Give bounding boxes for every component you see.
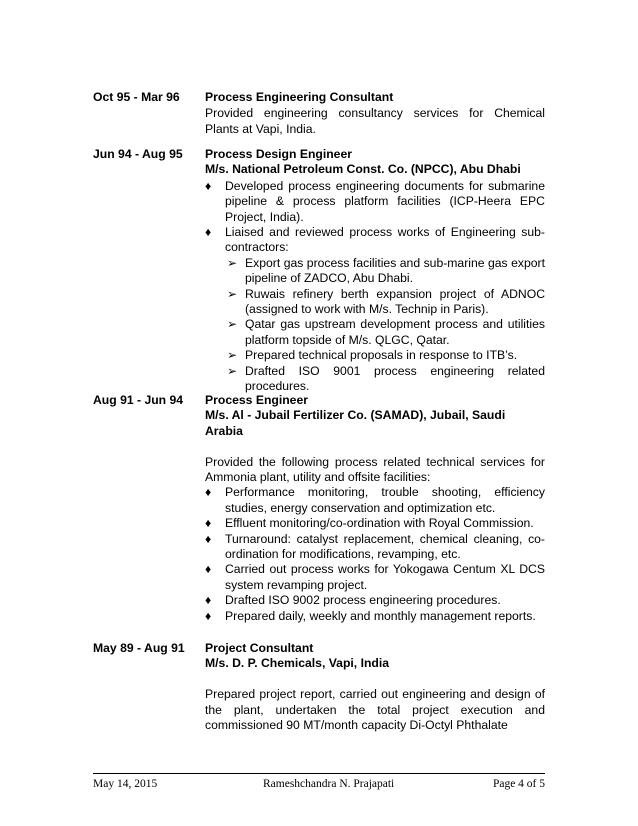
list-item	[205, 532, 545, 563]
sub-list-item	[205, 317, 545, 348]
diamond-bullet-icon: ♦	[205, 531, 212, 546]
job-title: Process Engineer	[205, 393, 308, 407]
sub-list-item	[205, 287, 545, 318]
job-title: Project Consultant	[205, 641, 314, 655]
list-item-text: Prepared daily, weekly and monthly management reports.	[225, 608, 536, 623]
company-name: M/s. Al - Jubail Fertilizer Co. (SAMAD), Jubail, Saudi Arabia	[205, 408, 506, 438]
spacer	[205, 672, 545, 687]
entry-date: Oct 95 - Mar 96	[93, 90, 180, 104]
diamond-bullet-icon: ♦	[205, 516, 212, 531]
footer-page-number: Page 4 of 5	[492, 778, 545, 790]
arrow-bullet-icon: ➢	[227, 255, 238, 270]
entry-content	[205, 393, 545, 624]
entry-date: Jun 94 - Aug 95	[93, 147, 183, 161]
list-item-text: Carried out process works for Yokogawa Centum XL DCS system revamping project.	[225, 562, 545, 592]
list-item	[205, 609, 545, 624]
page-footer	[93, 773, 545, 794]
entry-date: May 89 - Aug 91	[93, 641, 185, 655]
diamond-bullet-icon: ♦	[205, 562, 212, 577]
list-item	[205, 179, 545, 225]
arrow-bullet-icon: ➢	[227, 348, 238, 363]
sub-list-item-text: Ruwais refinery berth expansion project of ADNOC (assigned to work with M/s. Technip in Paris).	[245, 286, 545, 317]
list-item-text: Liaised and reviewed process works of Engineering sub-contractors:	[225, 225, 545, 255]
footer-date: May 14, 2015	[93, 778, 158, 790]
sub-list-item-text: Qatar gas upstream development process and utilities platform topside of M/s. QLGC, Qatar.	[245, 317, 545, 347]
sub-list-item	[205, 256, 545, 287]
company-name: M/s. D. P. Chemicals, Vapi, India	[205, 656, 390, 671]
entry-content	[205, 641, 545, 733]
list-item	[205, 562, 545, 593]
entry-date: Aug 91 - Jun 94	[93, 393, 184, 407]
diamond-bullet-icon: ♦	[205, 593, 212, 608]
job-title: Process Engineering Consultant	[205, 90, 394, 104]
spacer	[205, 439, 545, 454]
job-description: Prepared project report, carried out engineering and design of the plant, undertaken the total project execution and commissioned 90 MT/month capacity Di-Octyl Phthalate	[205, 687, 545, 733]
list-item	[205, 516, 545, 531]
list-item-text: Turnaround: catalyst replacement, chemical cleaning, co-ordination for modifications, revamping, etc.	[225, 531, 545, 562]
list-item	[205, 225, 545, 256]
list-item-text: Performance monitoring, trouble shooting, efficiency studies, energy conservation and optimization etc.	[225, 485, 545, 515]
list-item	[205, 593, 545, 608]
list-item-text: Effluent monitoring/co-ordination with Royal Commission.	[225, 516, 534, 531]
diamond-bullet-icon: ♦	[205, 225, 212, 240]
job-description: Provided the following process related technical services for Ammonia plant, utility and offsite facilities:	[205, 454, 545, 485]
sub-list-item	[205, 364, 545, 395]
sub-list-item-text: Export gas process facilities and sub-marine gas export pipeline of ZADCO, Abu Dhabi.	[245, 255, 545, 286]
job-description: Provided engineering consultancy services for Chemical Plants at Vapi, India.	[205, 106, 545, 136]
sub-list-item-text: Drafted ISO 9001 process engineering related procedures.	[245, 363, 545, 394]
company-name: M/s. National Petroleum Const. Co. (NPCC), Abu Dhabi	[205, 162, 521, 177]
list-item-text: Drafted ISO 9002 process engineering procedures.	[225, 593, 501, 608]
list-item	[205, 485, 545, 516]
arrow-bullet-icon: ➢	[227, 363, 238, 378]
sub-list-item-text: Prepared technical proposals in response to ITB’s.	[245, 348, 518, 363]
job-title: Process Design Engineer	[205, 147, 352, 161]
diamond-bullet-icon: ♦	[205, 608, 212, 623]
entry-content	[205, 147, 545, 395]
arrow-bullet-icon: ➢	[227, 317, 238, 332]
diamond-bullet-icon: ♦	[205, 178, 212, 193]
entry-content	[205, 90, 545, 137]
arrow-bullet-icon: ➢	[227, 286, 238, 301]
sub-list-item	[205, 348, 545, 363]
footer-name: Rameshchandra N. Prajapati	[263, 778, 395, 790]
diamond-bullet-icon: ♦	[205, 485, 212, 500]
list-item-text: Developed process engineering documents for submarine pipeline & process platform facilities (ICP-Heera EPC Project, India).	[225, 178, 545, 224]
